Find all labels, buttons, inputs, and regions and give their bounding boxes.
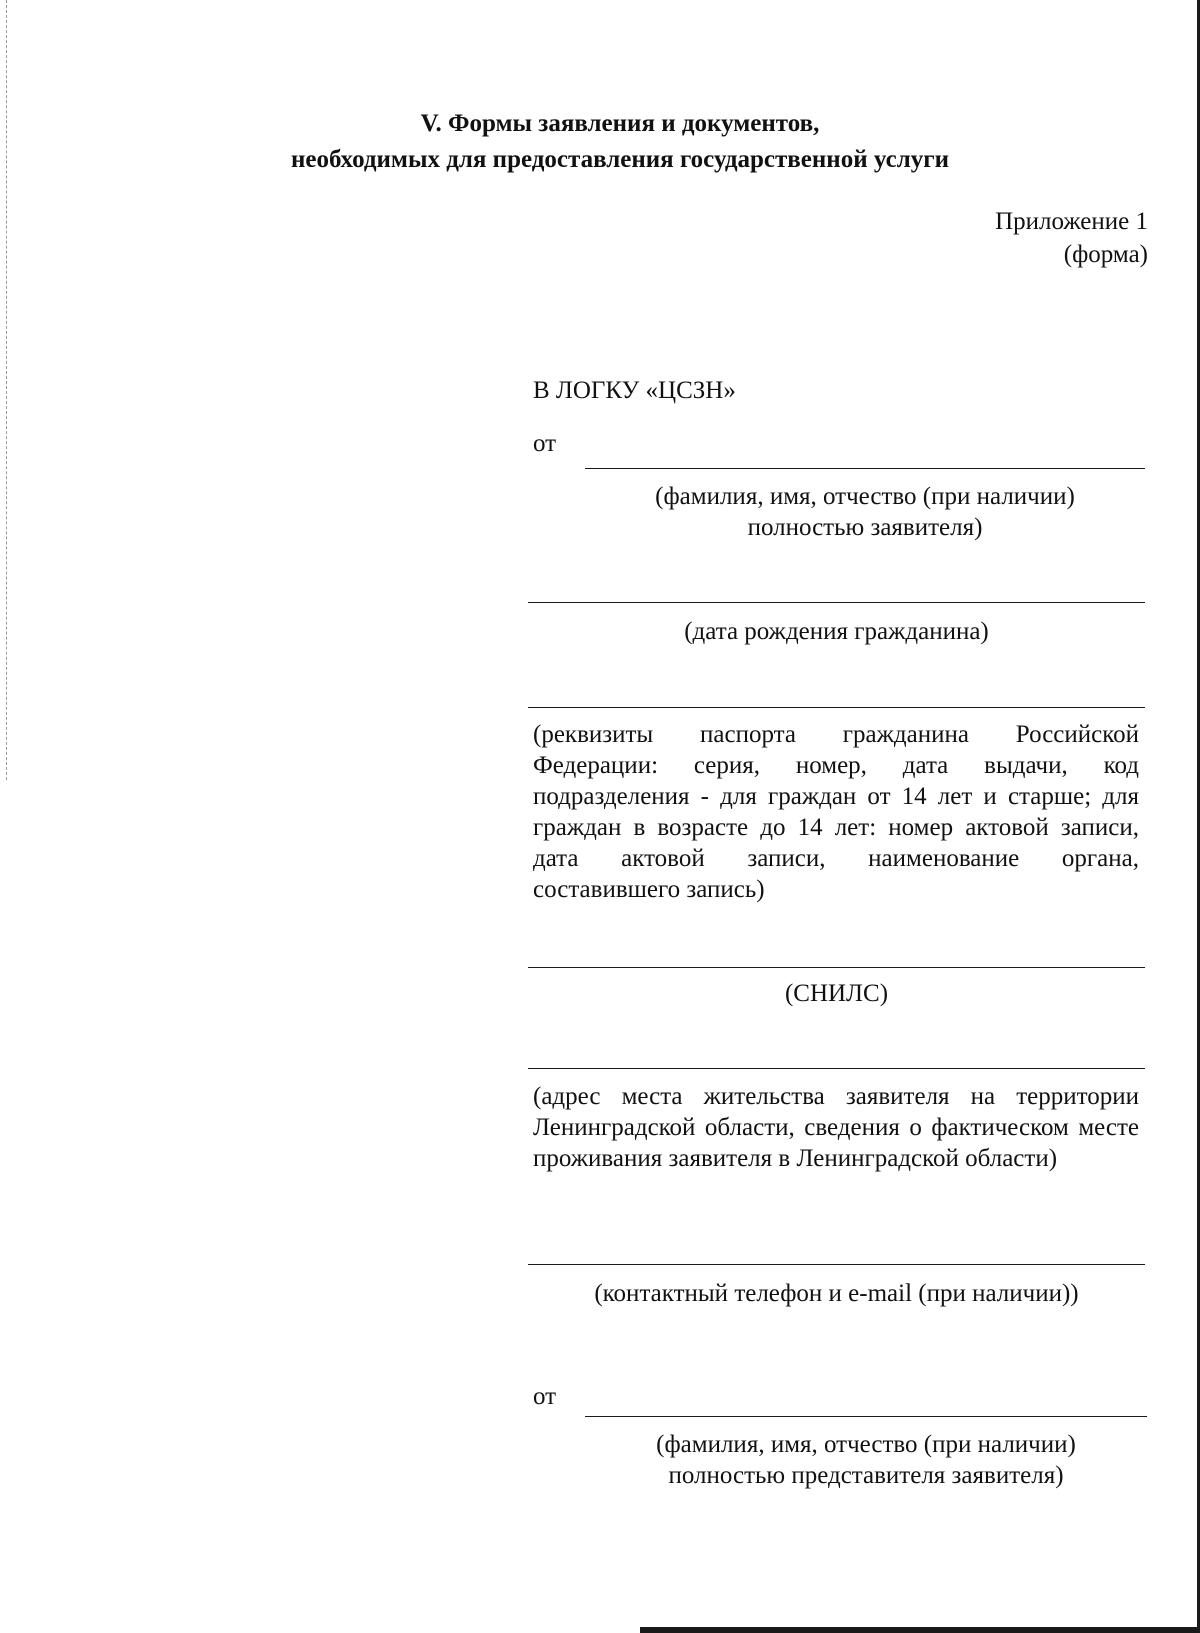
contacts-caption: (контактный телефон и e-mail (при наличии)) (594, 1280, 1079, 1307)
snils-field[interactable] (528, 967, 1145, 968)
representative-name-caption-line-1: (фамилия, имя, отчество (при наличии) (656, 1431, 1076, 1458)
scan-edge-left (6, 0, 7, 780)
from-label-representative: от (533, 1383, 557, 1410)
passport-caption: (реквизиты паспорта гражданина Российской Федерации: серия, номер, дата выдачи, код подразделения - для граждан от 14 лет и старше; для граждан в возрасте до 14 лет: номер актовой записи, дата актовой записи, наименование органа, составившего запись) (533, 721, 1139, 903)
snils-caption: (СНИЛС) (784, 980, 889, 1007)
applicant-name-caption-line-1: (фамилия, имя, отчество (при наличии) (655, 483, 1075, 510)
scan-edge-bottom (640, 1627, 1200, 1633)
contacts-field[interactable] (528, 1264, 1145, 1265)
applicant-name-caption (585, 481, 1145, 543)
representative-name-caption (585, 1429, 1147, 1491)
birth-date-field[interactable] (528, 602, 1145, 603)
section-heading-line-2: необходимых для предоставления государственной услуги (291, 146, 949, 173)
birth-date-caption: (дата рождения гражданина) (684, 618, 989, 645)
addressee: В ЛОГКУ «ЦСЗН» (533, 377, 736, 404)
representative-name-field[interactable] (585, 1416, 1147, 1417)
applicant-name-caption-line-2: полностью заявителя) (747, 514, 983, 541)
address-field[interactable] (528, 1068, 1145, 1069)
representative-name-caption-line-2: полностью представителя заявителя) (668, 1462, 1064, 1489)
section-heading-line-1: V. Формы заявления и документов, (420, 110, 820, 137)
from-label: от (533, 430, 557, 457)
appendix-label (995, 205, 1148, 271)
passport-field[interactable] (528, 707, 1145, 708)
applicant-name-field[interactable] (585, 468, 1145, 469)
appendix-number: Приложение 1 (995, 208, 1148, 235)
section-heading (100, 106, 1140, 178)
address-caption: (адрес места жительства заявителя на территории Ленинградской области, сведения о фактическом месте проживания заявителя в Ленинградской области) (533, 1083, 1139, 1172)
appendix-form-note: (форма) (1063, 241, 1148, 268)
